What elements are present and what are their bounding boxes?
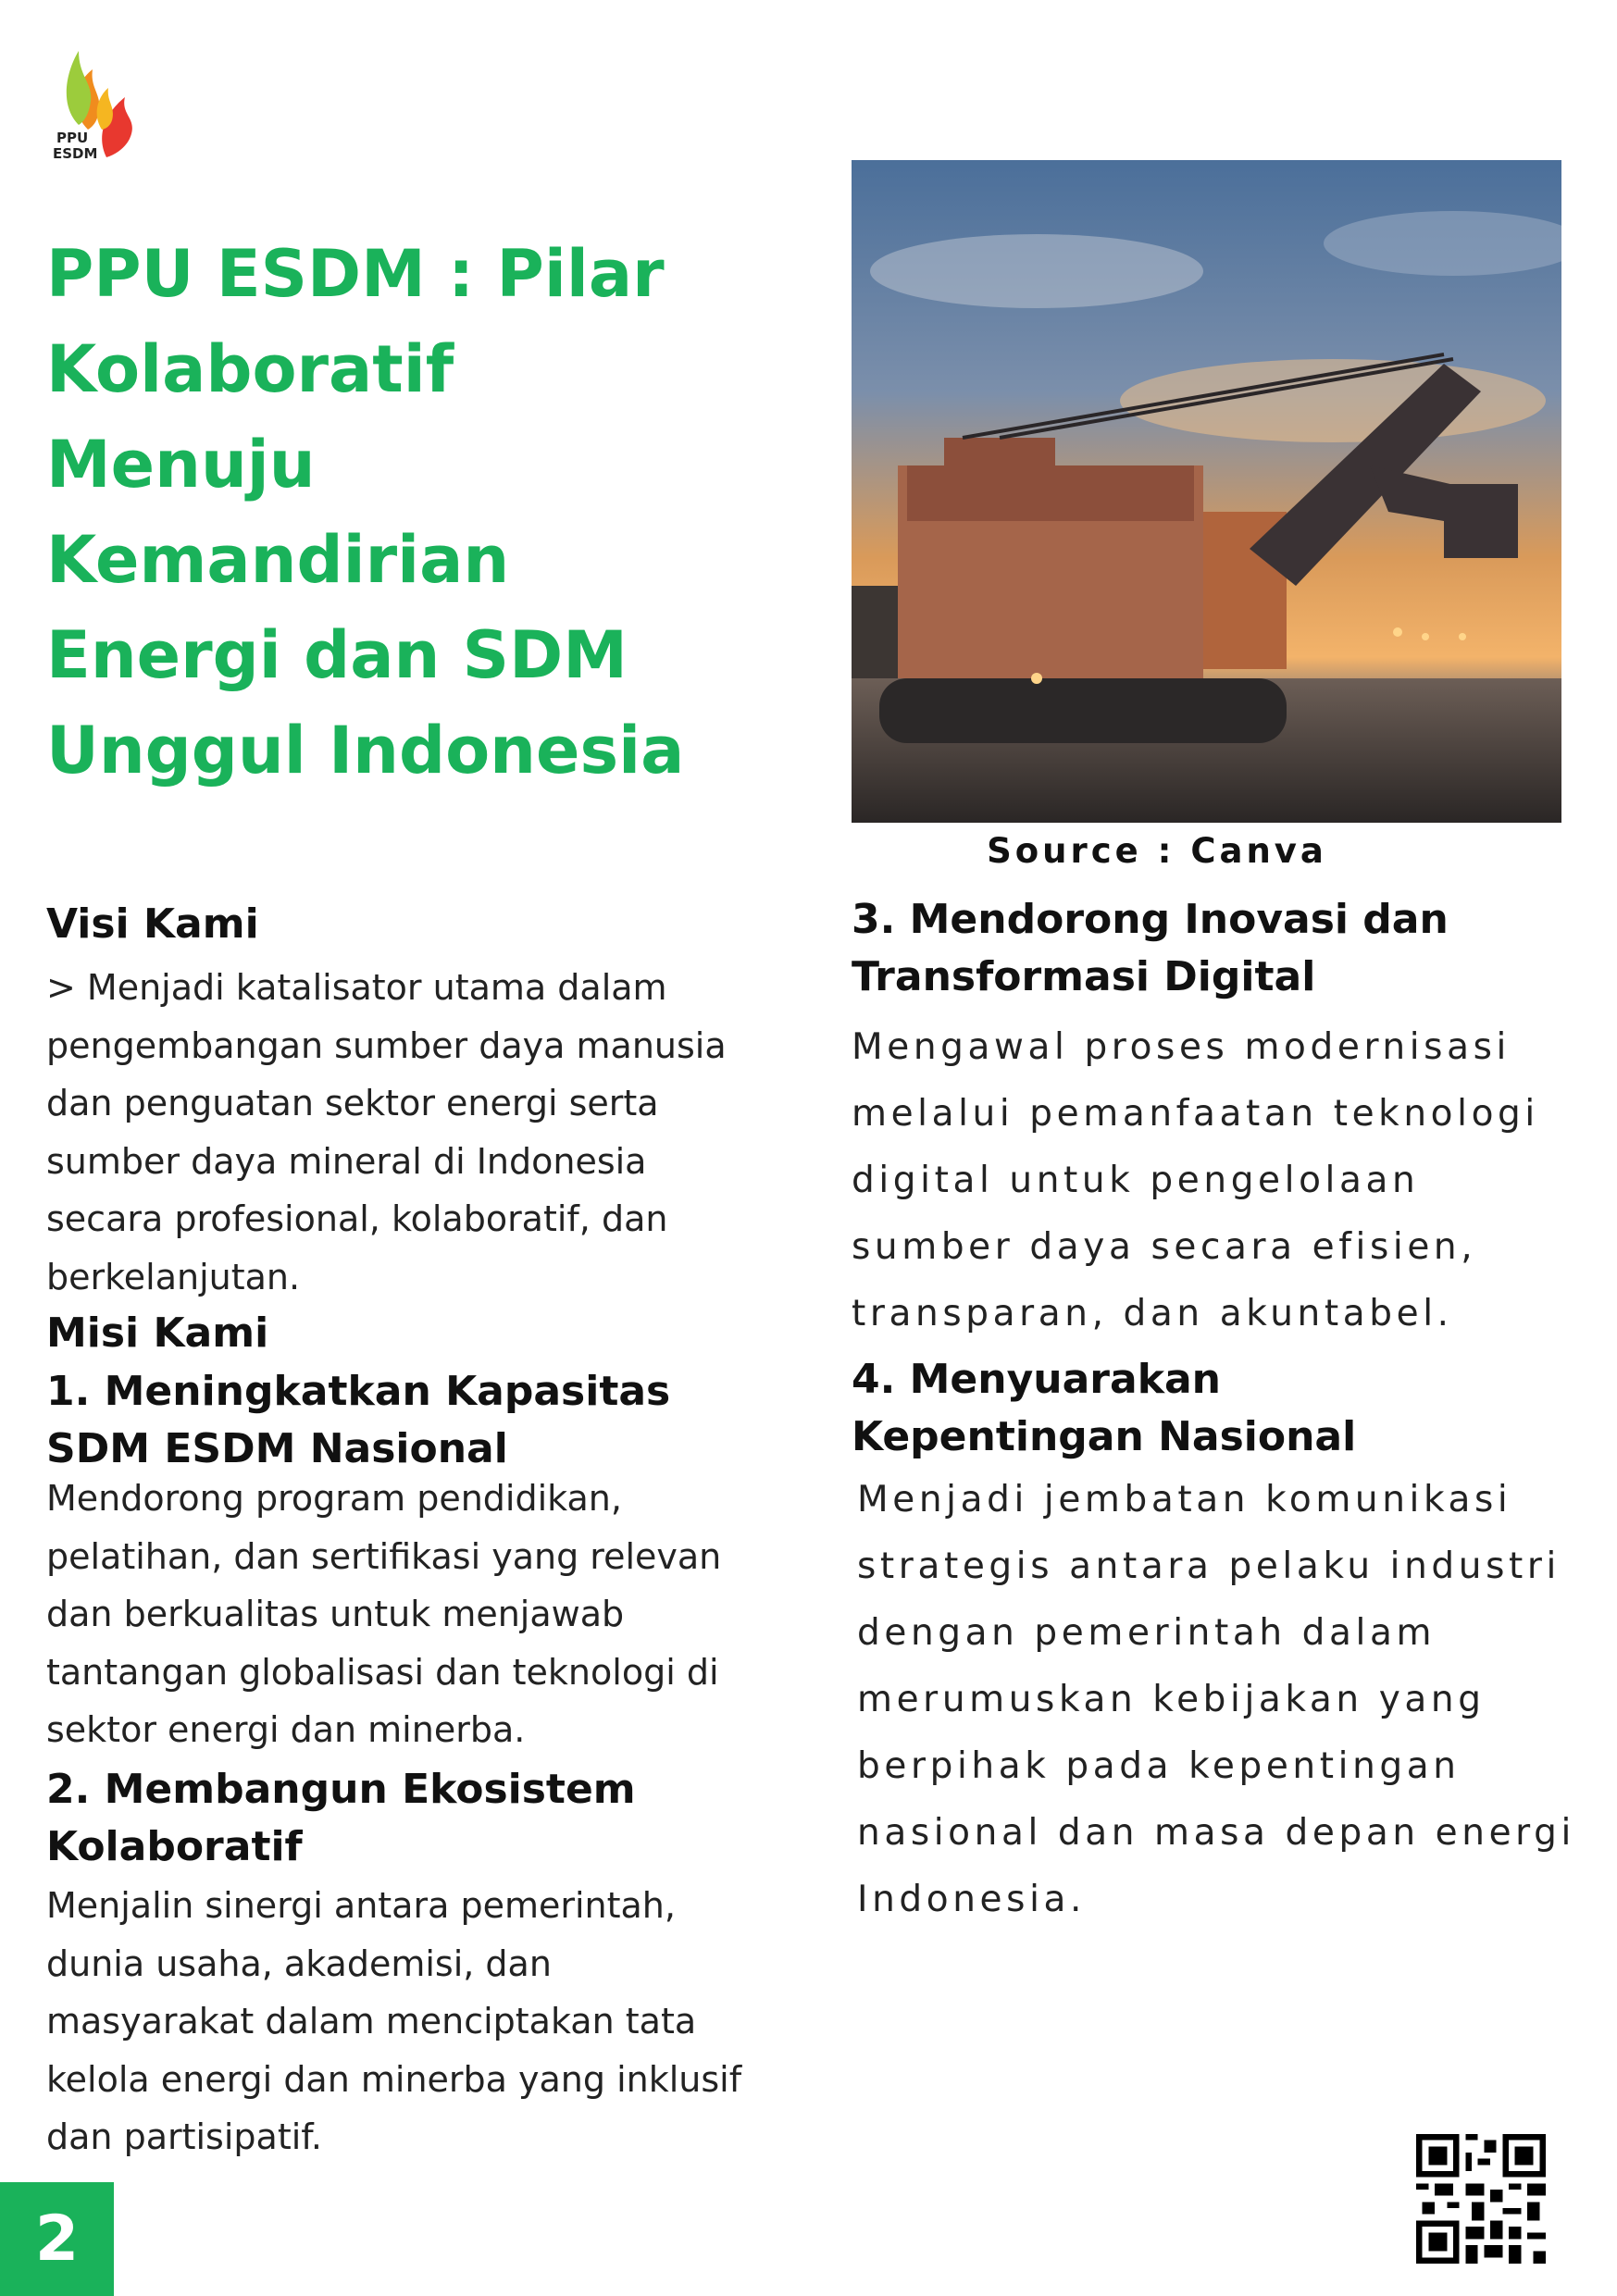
title-line: Kepentingan Nasional — [852, 1413, 1357, 1460]
misi-item-3-text — [852, 1014, 1573, 1347]
title-line: Transformasi Digital — [852, 953, 1316, 1000]
text-line: Mendorong program pendidikan, — [46, 1478, 622, 1519]
misi-item-4-text — [857, 1467, 1579, 1933]
text-line: berkelanjutan. — [46, 1256, 301, 1297]
mining-excavator-photo — [852, 160, 1561, 823]
text-line: pelatihan, dan sertifikasi yang relevan — [46, 1535, 722, 1577]
text-line: Menjadi jembatan komunikasi — [857, 1479, 1512, 1520]
text-line: digital untuk pengelolaan — [852, 1160, 1420, 1201]
text-line: Menjalin sinergi antara pemerintah, — [46, 1885, 676, 1926]
title-line: SDM ESDM Nasional — [46, 1425, 508, 1472]
text-line: > Menjadi katalisator utama dalam — [46, 967, 667, 1008]
misi-item-3-title — [852, 891, 1573, 1006]
title-line: Kemandirian — [46, 522, 510, 598]
misi-item-2-title — [46, 1761, 805, 1876]
misi-item-4-title — [852, 1351, 1573, 1466]
ppu-esdm-logo — [51, 37, 148, 162]
title-line: Kolaboratif — [46, 1823, 303, 1870]
text-line: dengan pemerintah dalam — [857, 1612, 1437, 1654]
text-line: pengembangan sumber daya manusia — [46, 1024, 727, 1066]
text-line: sumber daya secara efisien, — [852, 1226, 1477, 1268]
misi-heading: Misi Kami — [46, 1309, 269, 1357]
text-line: dan penguatan sektor energi serta — [46, 1083, 659, 1123]
text-line: dan berkualitas untuk menjawab — [46, 1594, 625, 1634]
page-number: 2 — [0, 2182, 114, 2296]
text-line: Indonesia. — [857, 1879, 1086, 1920]
text-line: dunia usaha, akademisi, dan — [46, 1942, 552, 1984]
text-line: masyarakat dalam menciptakan tata — [46, 2001, 697, 2042]
title-line: 1. Meningkatkan Kapasitas — [46, 1368, 671, 1415]
title-line: Unggul Indonesia — [46, 713, 685, 788]
misi-item-1-title — [46, 1363, 805, 1478]
qr-code-icon — [1416, 2134, 1546, 2264]
text-line: sektor energi dan minerba. — [46, 1709, 526, 1750]
text-line: Mengawal proses modernisasi — [852, 1026, 1511, 1068]
visi-heading: Visi Kami — [46, 900, 259, 948]
text-line: nasional dan masa depan energi — [857, 1812, 1575, 1854]
text-line: berpihak pada kepentingan — [857, 1745, 1461, 1787]
text-line: sumber daya mineral di Indonesia — [46, 1140, 647, 1182]
title-line: Menuju — [46, 427, 316, 503]
title-line: Energi dan SDM — [46, 617, 628, 693]
text-line: transparan, dan akuntabel. — [852, 1293, 1453, 1334]
logo-text-line1: PPU — [56, 130, 89, 146]
title-line: 3. Mendorong Inovasi dan — [852, 896, 1449, 943]
title-line: 4. Menyuarakan — [852, 1356, 1221, 1403]
title-line: PPU ESDM : Pilar — [46, 236, 665, 312]
title-line: Kolaboratif — [46, 331, 454, 407]
misi-item-1-text — [46, 1470, 815, 1759]
text-line: merumuskan kebijakan yang — [857, 1679, 1486, 1720]
title-line: 2. Membangun Ekosistem — [46, 1766, 636, 1813]
text-line: strategis antara pelaku industri — [857, 1545, 1561, 1587]
text-line: kelola energi dan minerba yang inklusif — [46, 2058, 742, 2100]
visi-paragraph — [46, 959, 815, 1306]
photo-source-caption: Source : Canva — [987, 831, 1327, 871]
text-line: secara profesional, kolaboratif, dan — [46, 1198, 668, 1239]
text-line: tantangan globalisasi dan teknologi di — [46, 1651, 719, 1693]
misi-item-2-text — [46, 1877, 815, 2166]
text-line: melalui pemanfaatan teknologi — [852, 1093, 1539, 1135]
page-title — [46, 227, 805, 799]
logo-text-line2: ESDM — [53, 145, 98, 162]
text-line: dan partisipatif. — [46, 2116, 322, 2157]
